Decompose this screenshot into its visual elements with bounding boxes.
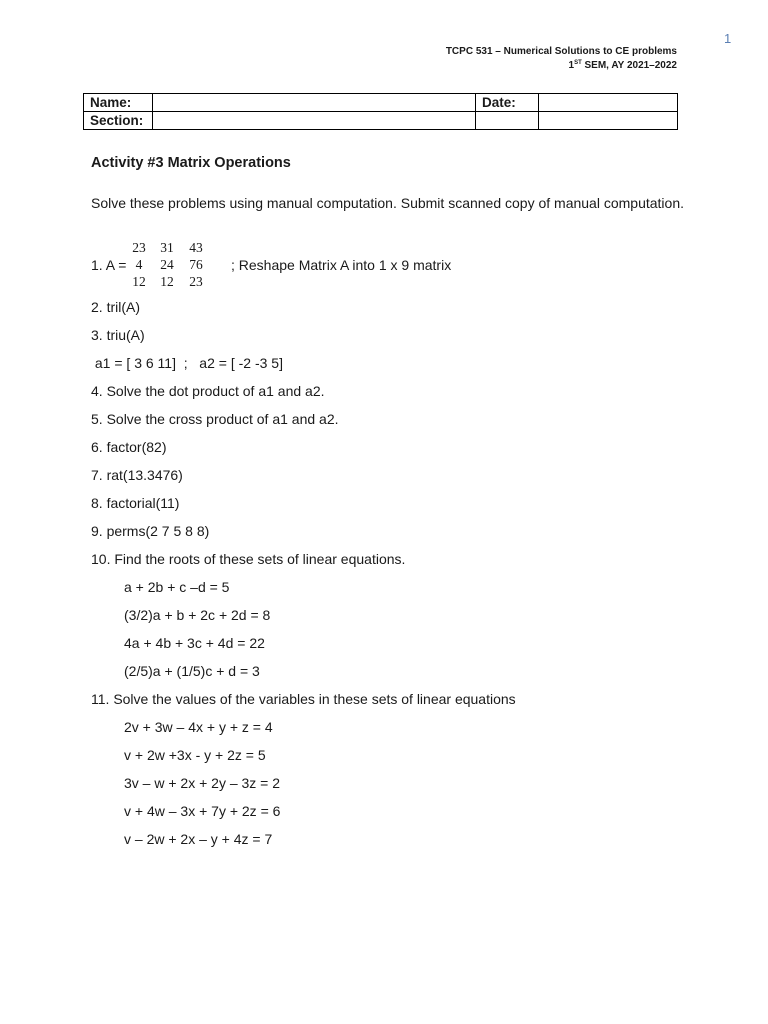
matrix-instruction: ; Reshape Matrix A into 1 x 9 matrix: [231, 257, 452, 273]
empty-cell: [539, 112, 678, 130]
problem-item: 10. Find the roots of these sets of linear equations.: [91, 551, 406, 567]
matrix-row: [124, 240, 214, 256]
problem-item: 4. Solve the dot product of a1 and a2.: [91, 383, 325, 399]
matrix-row: [124, 257, 214, 273]
matrix-cell: 24: [160, 257, 174, 272]
vector-definitions: a1 = [ 3 6 11] ; a2 = [ -2 -3 5]: [91, 355, 283, 371]
section-label: Section:: [84, 112, 153, 130]
matrix-cell: 23: [132, 240, 146, 255]
equation: v – 2w + 2x – y + 4z = 7: [124, 831, 273, 847]
date-label: Date:: [476, 94, 539, 112]
problem-item: 6. factor(82): [91, 439, 167, 455]
equation: v + 4w – 3x + 7y + 2z = 6: [124, 803, 281, 819]
matrix-cell: 12: [160, 274, 174, 289]
instructions: Solve these problems using manual computation. Submit scanned copy of manual computation.: [91, 195, 685, 211]
equation: 2v + 3w – 4x + y + z = 4: [124, 719, 273, 735]
empty-cell: [476, 112, 539, 130]
equation: v + 2w +3x - y + 2z = 5: [124, 747, 266, 763]
name-label: Name:: [84, 94, 153, 112]
problem-item: 3. triu(A): [91, 327, 145, 343]
course-header: TCPC 531 – Numerical Solutions to CE problems: [445, 46, 677, 57]
student-info-table: [83, 93, 678, 130]
page-number: 1: [724, 31, 732, 46]
semester-year: SEM, AY 2021–2022: [581, 60, 677, 71]
problem-item: 2. tril(A): [91, 299, 140, 315]
problem-item: 7. rat(13.3476): [91, 467, 183, 483]
matrix-cell: 23: [189, 274, 203, 289]
semester-number: 1: [568, 60, 575, 71]
matrix-cell: 12: [132, 274, 146, 289]
matrix-cell: 43: [189, 240, 203, 255]
equation: 3v – w + 2x + 2y – 3z = 2: [124, 775, 281, 791]
date-field[interactable]: [539, 94, 678, 112]
name-field[interactable]: [153, 94, 476, 112]
problem-item: 9. perms(2 7 5 8 8): [91, 523, 210, 539]
semester-superscript: ST: [574, 60, 582, 66]
matrix-label: 1. A =: [91, 257, 127, 273]
matrix-row: [124, 274, 214, 290]
semester-header: [569, 60, 678, 71]
matrix-cell: 31: [160, 240, 174, 255]
equation: a + 2b + c –d = 5: [124, 579, 230, 595]
problem-item: 5. Solve the cross product of a1 and a2.: [91, 411, 339, 427]
equation: 4a + 4b + 3c + 4d = 22: [124, 635, 265, 651]
equation: (3/2)a + b + 2c + 2d = 8: [124, 607, 271, 623]
matrix-cell: 76: [189, 257, 203, 272]
problem-item: 8. factorial(11): [91, 495, 180, 511]
activity-title: Activity #3 Matrix Operations: [91, 155, 291, 171]
section-field[interactable]: [153, 112, 476, 130]
matrix-cell: 4: [135, 257, 143, 272]
equation: (2/5)a + (1/5)c + d = 3: [124, 663, 260, 679]
problem-item: 11. Solve the values of the variables in these sets of linear equations: [91, 691, 516, 707]
